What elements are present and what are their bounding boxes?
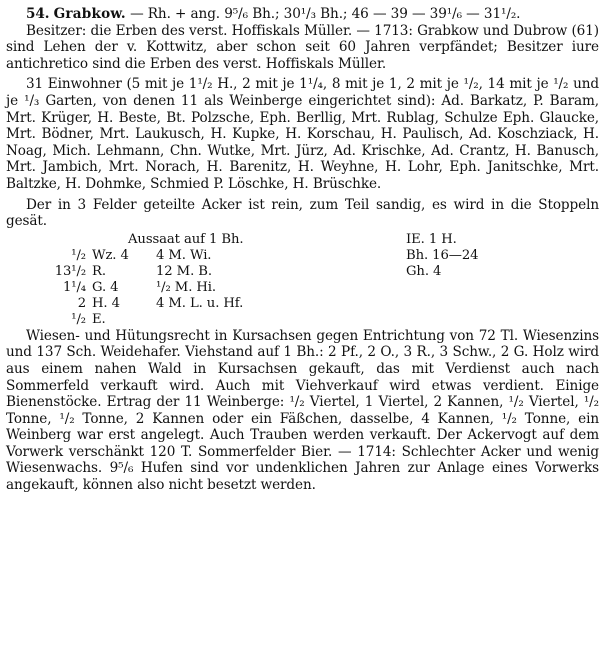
meadows-paragraph: Wiesen- und Hütungsrecht in Kursachsen gegen Entrichtung von 72 Tl. Wiesenzins und 137 Sch. Weidehafer. Viehstand auf 1 Bh.: 2 Pf., 2 O., 3 R., 3 Schw., 2 G. Holz wird aus einem nahen Wald in Kursachsen gekauft, das mit Verdienst auch nach Sommerfeld verkauft wird. Auch mit Viehverkauf wird etwas verdient. Einige Bienenstöcke. Ertrag der 11 Weinberge: ¹/₂ Viertel, 1 Viertel, 2 Kannen, ¹/₂ Viertel, ¹/₂ Tonne, ¹/₂ Tonne, 2 Kannen oder ein Fäßchen, dasselbe, 4 Kannen, ¹/₂ Tonne, ein Weinberg war erst angelegt. Auch Trauben werden verkauft. Der Ackervogt auf dem Vorwerk verschänkt 120 T. Sommerfelder Bier. — 1714: Schlechter Acker und wenig Wiesenwachs. 9⁵/₆ Hufen sind vor undenklichen Jahren zur Anlage eines Vorwerks angekauft, können also nicht besetzt werden.	[6, 327, 599, 494]
sowing-extra: 4 M. Wi.	[156, 247, 212, 263]
entry-number: 54.	[26, 6, 50, 22]
entry-name: Grabkow.	[53, 6, 126, 22]
sowing-crop: E.	[92, 311, 106, 327]
sowing-crop: G. 4	[92, 279, 119, 295]
owner-paragraph: Besitzer: die Erben des verst. Hoffiskals Müller. — 1713: Grabkow und Dubrow (61) sind Lehen der v. Kottwitz, aber schon seit 60 Jahren verpfändet; Besitzer iure antichretico sind die Erben des verst. Hoffiskals Müller.	[6, 22, 599, 72]
entry-heading	[6, 6, 599, 23]
sowing-crop: Wz. 4	[92, 247, 129, 263]
sowing-qty: ¹/₂	[71, 247, 86, 263]
sowing-title: Aussaat auf 1 Bh.	[128, 231, 244, 247]
sowing-qty: ¹/₂	[71, 311, 86, 327]
residents-paragraph: 31 Einwohner (5 mit je 1¹/₂ H., 2 mit je 1¹/₄, 8 mit je 1, 2 mit je ¹/₂, 14 mit je ¹/₂ und je ¹/₃ Garten, von denen 11 als Weinberge eingerichtet sind): Ad. Barkatz, P. Baram, Mrt. Krüger, H. Beste, Bt. Polzsche, Eph. Berllig, Mrt. Rublag, Schulze Eph. Glaucke, Mrt. Bödner, Mrt. Laukusch, H. Kupke, H. Korschau, H. Paulisch, Ad. Koschziack, H. Noag, Mich. Lehmann, Chn. Wutke, Mrt. Jürz, Ad. Krischke, Ad. Crantz, H. Banusch, Mrt. Jambich, Mrt. Norach, H. Barenitz, H. Weyhne, H. Lohr, Eph. Janitschke, Mrt. Baltzke, H. Dohmke, Schmied P. Löschke, H. Brüschke.	[6, 76, 599, 192]
sowing-side-note: Gh. 4	[406, 263, 442, 279]
sowing-qty: 2	[77, 295, 86, 311]
sowing-crop: R.	[92, 263, 106, 279]
sowing-qty: 13¹/₂	[54, 263, 86, 279]
fields-paragraph: Der in 3 Felder geteilte Acker ist rein, zum Teil sandig, es wird in die Stoppeln gesät.	[6, 196, 599, 230]
sowing-crop: H. 4	[92, 295, 120, 311]
sowing-side-note: IE. 1 H.	[406, 231, 457, 247]
entry-header-details: — Rh. + ang. 9⁵/₆ Bh.; 30¹/₃ Bh.; 46 — 39 — 39¹/₆ — 31¹/₂.	[130, 6, 521, 22]
sowing-table	[6, 231, 599, 327]
sowing-extra: 12 M. B.	[156, 263, 212, 279]
sowing-extra: 4 M. L. u. Hf.	[156, 295, 244, 311]
sowing-qty: 1¹/₄	[62, 279, 86, 295]
sowing-side-note: Bh. 16—24	[406, 247, 479, 263]
sowing-extra: ¹/₂ M. Hi.	[156, 279, 217, 295]
